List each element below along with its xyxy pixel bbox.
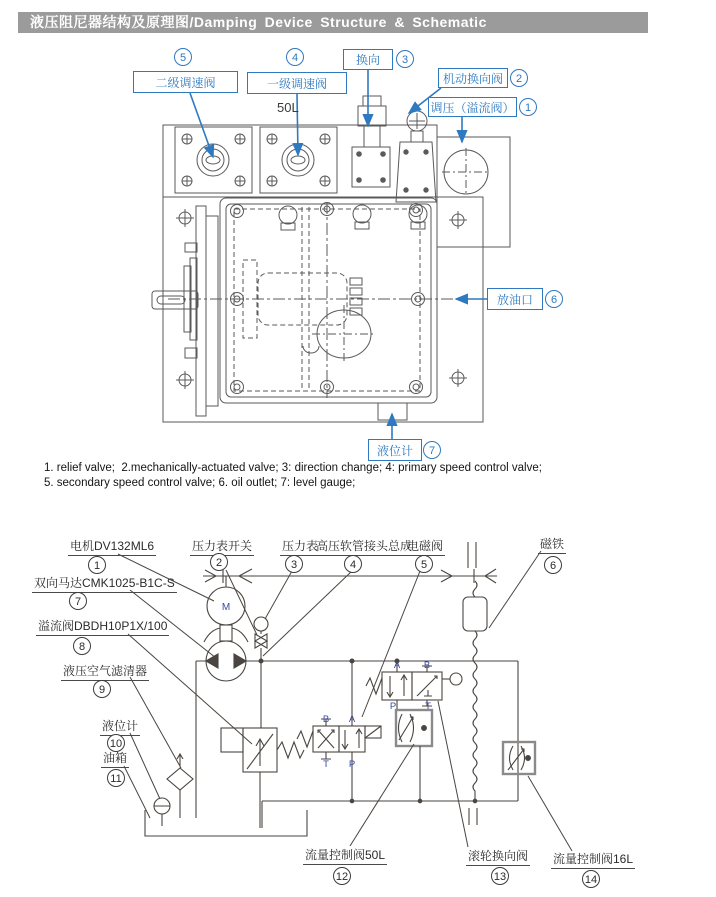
label-air-filter: 液压空气滤清器 (61, 662, 149, 681)
pressure-gauge-symbol (254, 617, 268, 663)
relief-valve-port (442, 148, 490, 196)
label-number-13: 13 (491, 867, 509, 885)
callout-secondary-speed-valve: 二级调速阀 (133, 71, 238, 93)
caption-line-2: 5. secondary speed control valve; 6. oil outlet; 7: level gauge; (44, 477, 356, 489)
callout-level-gauge: 液位计 (368, 439, 422, 461)
motor-letter: M (221, 602, 231, 613)
callout-relief-valve: 调压（溢流阀） (428, 97, 517, 117)
label-number-2: 2 (210, 553, 228, 571)
callout-number-5: 5 (174, 48, 192, 66)
callout-mechanical-valve: 机动换向阀 (438, 68, 508, 88)
label-number-12: 12 (333, 867, 351, 885)
label-gauge-switch: 压力表开关 (190, 537, 254, 556)
label-number-1: 1 (88, 556, 106, 574)
callout-number-1: 1 (519, 98, 537, 116)
roller-valve-symbol (366, 659, 462, 710)
label-number-8: 8 (73, 637, 91, 655)
return-line (262, 799, 518, 828)
level-gauge-symbol (154, 798, 170, 826)
label-number-9: 9 (93, 680, 111, 698)
gear-housing (168, 198, 478, 403)
label-number-4: 4 (344, 555, 362, 573)
label-oil-tank: 油箱 (101, 749, 129, 768)
air-filter-symbol (167, 754, 193, 818)
port-p: P (389, 701, 397, 712)
tank-capacity-label: 50L (277, 100, 299, 115)
callout-direction-change: 换向 (343, 49, 393, 70)
label-motor: 电机DV132ML6 (68, 537, 156, 556)
structure-drawing (152, 96, 510, 422)
callout-primary-speed-valve: 一级调速阀 (247, 72, 347, 94)
port-a: A (348, 714, 356, 725)
schematic-leaders (118, 551, 572, 851)
port-a: A (393, 660, 401, 671)
port-b: B (423, 660, 431, 671)
label-number-6: 6 (544, 556, 562, 574)
hydraulic-schematic (118, 542, 572, 851)
callout-number-7: 7 (423, 441, 441, 459)
label-number-3: 3 (285, 555, 303, 573)
port-t: T (425, 701, 431, 712)
secondary-speed-valve-block (175, 127, 252, 193)
flow-control-50l-symbol (396, 710, 432, 801)
label-number-14: 14 (582, 870, 600, 888)
oil-tank-symbol (145, 810, 307, 836)
label-flow-control-16l: 流量控制阀16L (551, 850, 635, 869)
pump-symbol (206, 641, 246, 681)
page-title: 液压阻尼器结构及原理图/Damping Device Structure & Schematic (18, 12, 648, 33)
label-flow-control-50l: 流量控制阀50L (303, 846, 387, 865)
callout-number-3: 3 (396, 50, 414, 68)
label-relief-valve: 溢流阀DBDH10P1X/100 (36, 617, 169, 636)
magnet-symbol (463, 581, 487, 801)
label-bidirectional-motor: 双向马达CMK1025-B1C-S (32, 574, 177, 593)
callout-number-4: 4 (286, 48, 304, 66)
label-number-7: 7 (69, 592, 87, 610)
label-hose-assembly: 高压软管接头总成 (314, 537, 414, 556)
caption-line-1: 1. relief valve; 2.mechanically-actuated valve; 3: direction change; 4: primary speed control valve; (44, 462, 542, 474)
callout-number-6: 6 (545, 290, 563, 308)
label-solenoid-valve: 电磁阀 (405, 537, 445, 556)
port-b: B (322, 714, 330, 725)
label-pressure-gauge: 压力表 (280, 537, 320, 556)
label-roller-valve: 滚轮换向阀 (466, 847, 530, 866)
label-number-5: 5 (415, 555, 433, 573)
label-magnet: 磁铁 (538, 535, 566, 554)
port-p: P (348, 759, 356, 770)
callout-oil-outlet: 放油口 (487, 288, 543, 310)
port-t: T (323, 759, 329, 770)
label-number-11: 11 (107, 769, 125, 787)
callout-number-2: 2 (510, 69, 528, 87)
label-number-10: 10 (107, 734, 125, 752)
label-level-gauge: 液位计 (100, 717, 140, 736)
direction-change-valve (352, 96, 390, 187)
suction-line (196, 661, 206, 818)
